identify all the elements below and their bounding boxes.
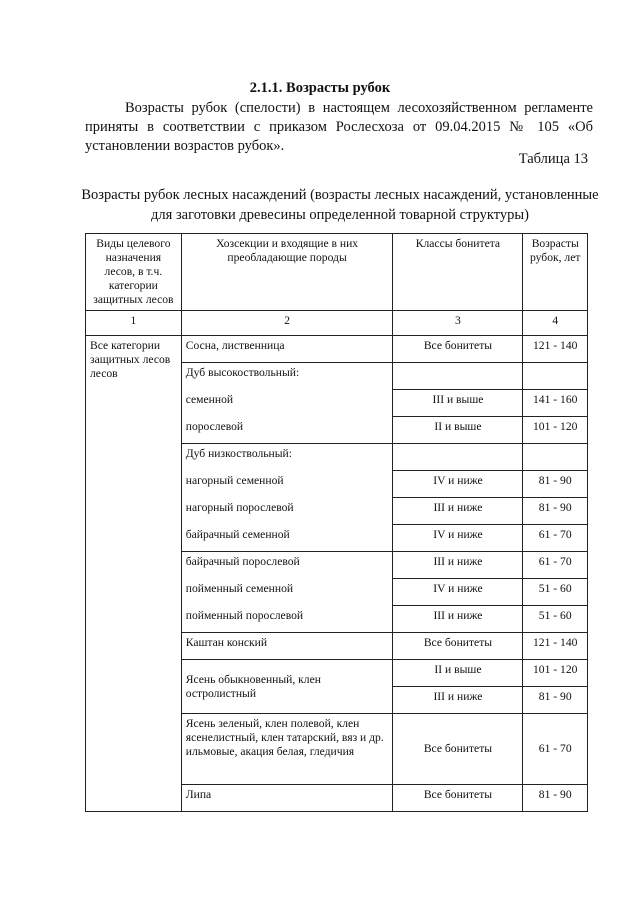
bonitet-cell: IV и ниже	[393, 525, 523, 552]
species-cell: байрачный семенной	[181, 525, 393, 552]
category-cell: Все категории защитных лесов лесов	[86, 336, 182, 812]
species-cell: Дуб высокоствольный:	[181, 363, 393, 390]
species-cell: пойменный порослевой	[181, 606, 393, 633]
bonitet-cell: Все бонитеты	[393, 336, 523, 363]
species-cell: пойменный семенной	[181, 579, 393, 606]
age-cell: 81 - 90	[523, 785, 588, 812]
species-cell: порослевой	[181, 417, 393, 444]
species-cell: байрачный порослевой	[181, 552, 393, 579]
age-cell: 51 - 60	[523, 606, 588, 633]
header-age: Возрасты рубок, лет	[523, 234, 588, 311]
age-cell: 61 - 70	[523, 552, 588, 579]
species-cell: Липа	[181, 785, 393, 812]
age-cell	[523, 444, 588, 471]
bonitet-cell	[393, 444, 523, 471]
bonitet-cell: II и выше	[393, 417, 523, 444]
col-number: 4	[523, 311, 588, 336]
intro-paragraph: Возрасты рубок (спелости) в настоящем лесохозяйственном регламенте приняты в соответствии с приказом Рослесхоза от 09.04.2015 № 105 «Об установлении возрастов рубок».	[85, 100, 593, 154]
bonitet-cell: IV и ниже	[393, 471, 523, 498]
bonitet-cell: III и ниже	[393, 552, 523, 579]
header-species: Хозсекции и входящие в них преобладающие породы	[181, 234, 393, 311]
table-number: Таблица 13	[518, 151, 588, 167]
bonitet-cell	[393, 363, 523, 390]
cutting-age-table	[85, 233, 588, 812]
col-number: 1	[86, 311, 182, 336]
age-cell: 61 - 70	[523, 525, 588, 552]
bonitet-cell: III и ниже	[393, 606, 523, 633]
age-cell	[523, 363, 588, 390]
table-row	[86, 336, 588, 363]
species-cell: Дуб низкоствольный:	[181, 444, 393, 471]
bonitet-cell: II и выше	[393, 660, 523, 687]
species-cell: Сосна, лиственница	[181, 336, 393, 363]
age-cell: 81 - 90	[523, 687, 588, 714]
species-cell: семенной	[181, 390, 393, 417]
age-cell: 121 - 140	[523, 633, 588, 660]
header-purpose: Виды целевого назначения лесов, в т.ч. категории защитных лесов	[86, 234, 182, 311]
bonitet-cell: III и выше	[393, 390, 523, 417]
section-heading: 2.1.1. Возрасты рубок	[249, 80, 391, 96]
col-number: 2	[181, 311, 393, 336]
species-cell: нагорный семенной	[181, 471, 393, 498]
age-cell: 81 - 90	[523, 471, 588, 498]
species-cell: Ясень обыкновенный, клен остролистный	[181, 660, 393, 714]
bonitet-cell: III и ниже	[393, 498, 523, 525]
age-cell: 101 - 120	[523, 660, 588, 687]
table-caption: Возрасты рубок лесных насаждений (возрасты лесных насаждений, установленные для заготовки древесины определенной товарной структуры)	[81, 187, 599, 223]
species-cell: Каштан конский	[181, 633, 393, 660]
bonitet-cell: Все бонитеты	[393, 714, 523, 785]
species-cell: нагорный порослевой	[181, 498, 393, 525]
age-cell: 141 - 160	[523, 390, 588, 417]
age-cell: 101 - 120	[523, 417, 588, 444]
age-cell: 81 - 90	[523, 498, 588, 525]
header-bonitet: Классы бонитета	[393, 234, 523, 311]
bonitet-cell: Все бонитеты	[393, 785, 523, 812]
age-cell: 51 - 60	[523, 579, 588, 606]
age-cell: 121 - 140	[523, 336, 588, 363]
bonitet-cell: Все бонитеты	[393, 633, 523, 660]
species-cell: Ясень зеленый, клен полевой, клен ясенелистный, клен татарский, вяз и др. ильмовые, акация белая, гледичия	[181, 714, 393, 785]
col-number: 3	[393, 311, 523, 336]
column-number-row	[86, 311, 588, 336]
age-cell: 61 - 70	[523, 714, 588, 785]
table-header-row	[86, 234, 588, 311]
bonitet-cell: III и ниже	[393, 687, 523, 714]
bonitet-cell: IV и ниже	[393, 579, 523, 606]
